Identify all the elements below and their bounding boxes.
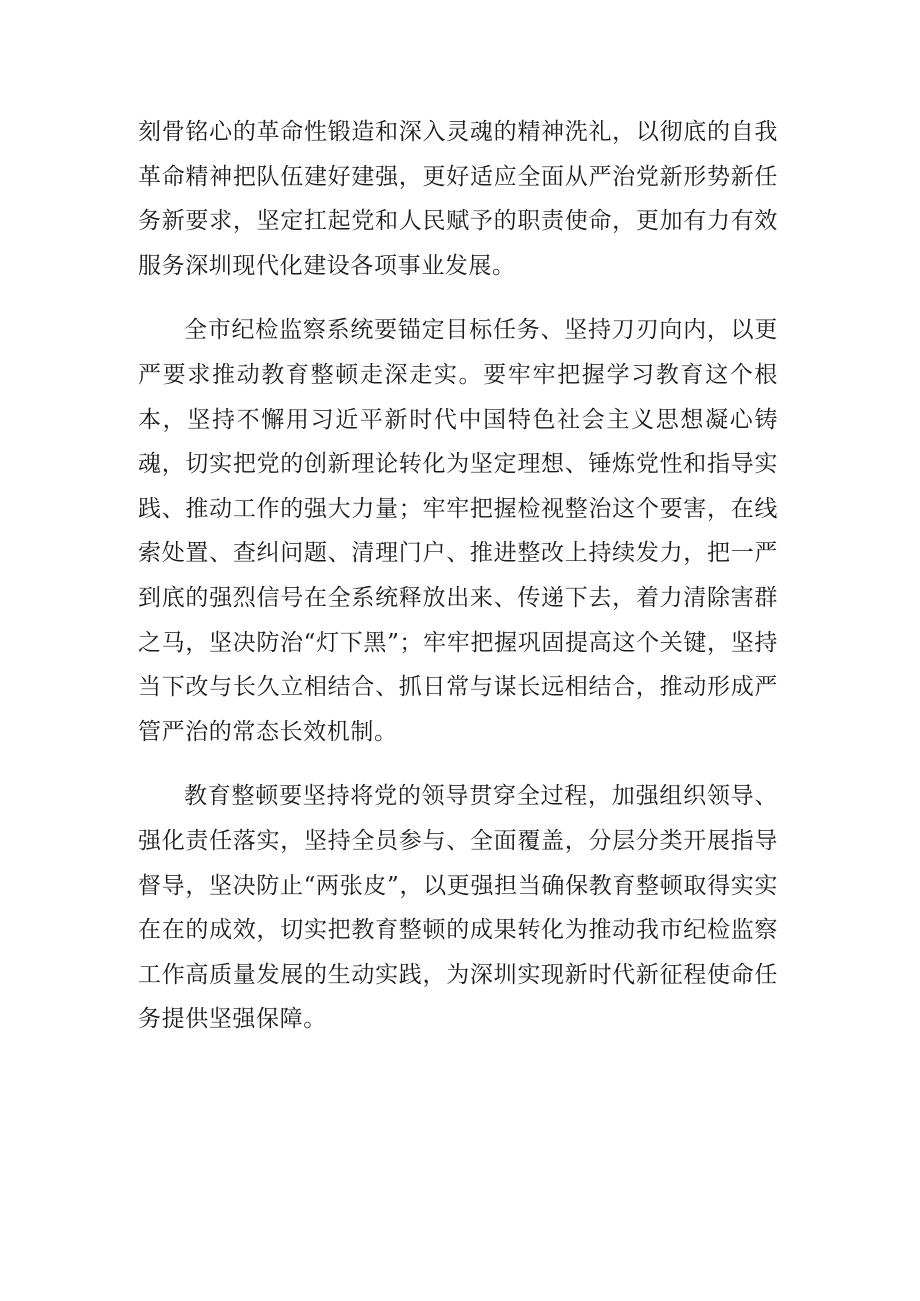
paragraph-education-rectification-goals: 全市纪检监察系统要锚定目标任务、坚持刀刃向内，以更严要求推动教育整顿走深走实。要牢牢把握学习教育这个根本，坚持不懈用习近平新时代中国特色社会主义思想凝心铸魂，切实把党的创新理论转化为坚定理想、锤炼党性和指导实践、推动工作的强大力量；牢牢把握检视整治这个要害，在线索处置、查纠问题、清理门户、推进整改上持续发力，把一严到底的强烈信号在全系统释放出来、传递下去，着力清除害群之马，坚决防治“灯下黑”；牢牢把握巩固提高这个关键，坚持当下改与长久立相结合、抓日常与谋长远相结合，推动形成严管严治的常态长效机制。 — [138, 317, 778, 745]
paragraph-continuation: 刻骨铭心的革命性锻造和深入灵魂的精神洗礼，以彻底的自我革命精神把队伍建好建强，更好适应全面从严治党新形势新任务新要求，坚定扛起党和人民赋予的职责使命，更加有力有效服务深圳现代化建设各项事业发展。 — [138, 119, 778, 279]
paragraph-party-leadership: 教育整顿要坚持将党的领导贯穿全过程，加强组织领导、强化责任落实，坚持全员参与、全面覆盖，分层分类开展指导督导，坚决防止“两张皮”，以更强担当确保教育整顿取得实实在在的成效，切实把教育整顿的成果转化为推动我市纪检监察工作高质量发展的生动实践，为深圳实现新时代新征程使命任务提供坚强保障。 — [138, 783, 778, 1033]
document-body — [138, 110, 778, 1062]
